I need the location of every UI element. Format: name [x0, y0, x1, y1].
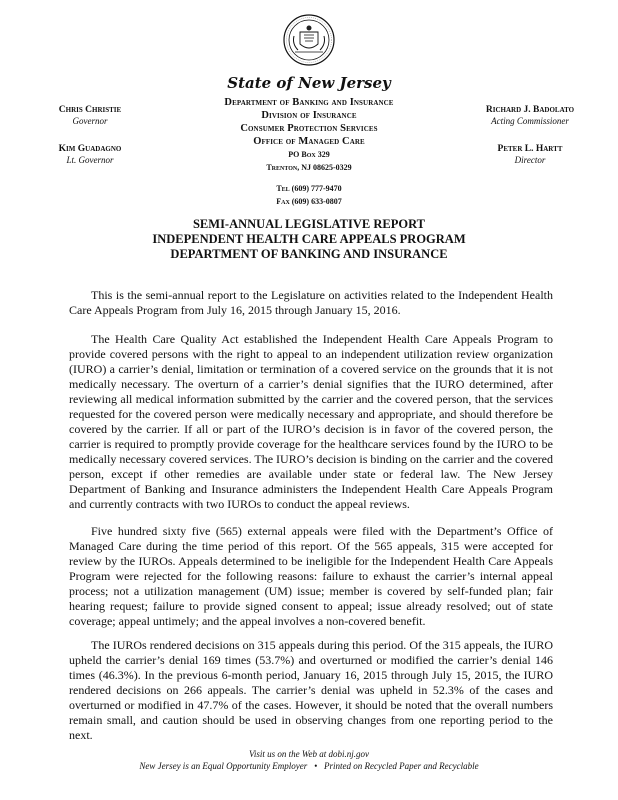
- footer: [0, 748, 618, 772]
- official-governor: [40, 105, 140, 127]
- official-name: Kim Guadagno: [58, 144, 122, 154]
- state-seal: [283, 14, 335, 66]
- footer-eoe: New Jersey is an Equal Opportunity Employer: [139, 761, 308, 771]
- paragraph-program-description: The Health Care Quality Act established the Independent Health Care Appeals Program to provide covered persons with the right to appeal to an independent utilization review organization (IURO) a carrier’s denial, limitation or termination of a covered service on the grounds that it is not medically necessary. The overturn of a carrier’s denial signifies that the IURO determined, after reviewing all medical information submitted by the carrier and the covered person, that the services requested for the covered person were medically necessary and appropriate, and should therefore be covered by the carrier. If all or part of the IURO’s decision is in favor of the covered person, the carrier is required to promptly provide coverage for the healthcare services found by the IURO to be medically necessary covered services. The IURO’s decision is binding on the carrier and the covered person, except if other remedies are available under state or federal law. The New Jersey Department of Banking and Insurance administers the Independent Health Care Appeals Program and currently contracts with two IUROs to conduct the appeal reviews.: [69, 332, 553, 511]
- report-title-line: DEPARTMENT OF BANKING AND INSURANCE: [170, 247, 448, 261]
- footer-notice: [0, 760, 618, 772]
- fax: Fax (609) 633-0807: [276, 197, 342, 206]
- official-name: Chris Christie: [58, 105, 122, 115]
- official-lt-governor: [40, 144, 140, 166]
- paragraph-decisions: The IUROs rendered decisions on 315 appeals during this period. Of the 315 appeals, the IURO upheld the carrier’s denial 169 times (53.7%) and overturned or modified the carrier’s denial 146 times (46.3%). In the previous 6-month period, January 16, 2015 through July 15, 2015, the IURO rendered decisions on 266 appeals. The carrier’s denial was upheld in 52.3% of the cases and overturned or modified in 47.7% of the cases. However, it should be noted that the overall numbers remain small, and caution should be used in observing changes from one reporting period to the next.: [69, 638, 553, 742]
- official-title: Governor: [72, 116, 108, 126]
- official-title: Director: [514, 155, 546, 165]
- paragraph-appeals-filed: Five hundred sixty five (565) external appeals were filed with the Department’s Office of Managed Care during the time period of this report. Of the 565 appeals, 315 were accepted for review by the IUROs. Appeals determined to be ineligible for the Independent Health Care Appeals Program were rejected for the following reasons: failure to exhaust the carrier’s internal appeal process; not a utilization management (UM) issue; member is covered by self-funded plan; fair hearing request; failure to provide signed consent to appeal; issue already resolved; out of state coverage; appeal untimely; and the appeal involves a non-covered benefit.: [69, 524, 553, 628]
- state-title: State of New Jersey: [227, 74, 391, 92]
- official-name: Peter L. Hartt: [497, 144, 563, 154]
- division-name: Division of Insurance: [261, 110, 357, 121]
- footer-bullet: •: [314, 761, 318, 771]
- paragraph-intro: This is the semi-annual report to the Legislature on activities related to the Independent Health Care Appeals Program from July 16, 2015 through January 15, 2016.: [69, 288, 553, 317]
- official-commissioner: [470, 105, 590, 127]
- official-title: Lt. Governor: [66, 155, 114, 165]
- footer-website: Visit us on the Web at dobi.nj.gov: [249, 749, 369, 759]
- footer-recycled: Printed on Recycled Paper and Recyclable: [323, 761, 479, 771]
- report-title-line: INDEPENDENT HEALTH CARE APPEALS PROGRAM: [152, 232, 466, 246]
- official-director: [470, 144, 590, 166]
- report-title-line: SEMI-ANNUAL LEGISLATIVE REPORT: [192, 217, 425, 231]
- department-name: Department of Banking and Insurance: [224, 97, 394, 108]
- telephone: Tel (609) 777-9470: [276, 184, 342, 193]
- official-title: Acting Commissioner: [491, 116, 569, 126]
- city-line: Trenton, NJ 08625-0329: [266, 163, 352, 172]
- office-name: Office of Managed Care: [253, 136, 365, 147]
- services-name: Consumer Protection Services: [240, 123, 378, 134]
- report-title: [0, 217, 618, 262]
- official-name: Richard J. Badolato: [485, 105, 575, 115]
- po-box: PO Box 329: [288, 150, 330, 159]
